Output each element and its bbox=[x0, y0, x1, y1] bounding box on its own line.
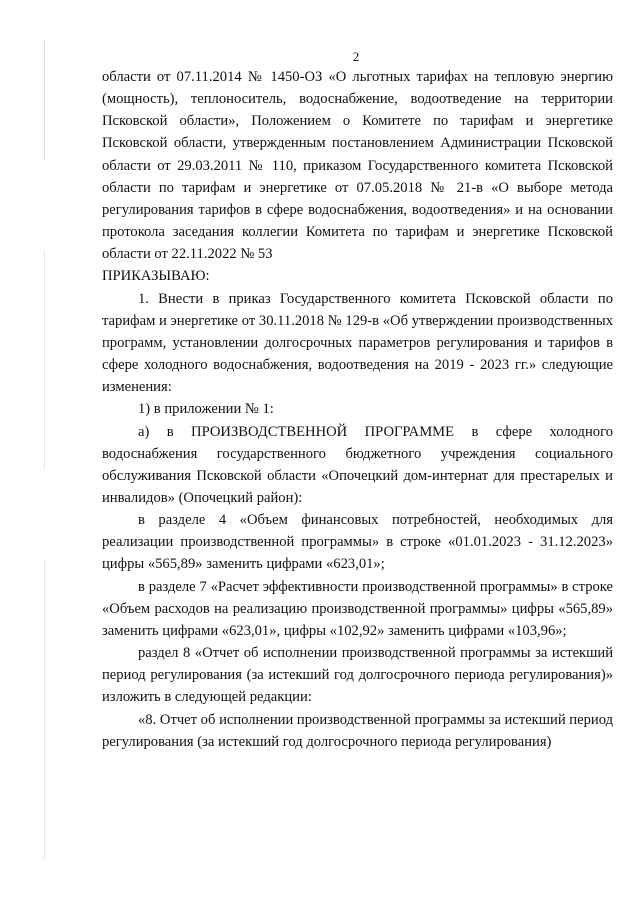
document-body bbox=[102, 66, 613, 753]
paragraph-section-8-title: «8. Отчет об исполнении производственной программы за истекший период регулирования (за истекший год долгосрочного периода регулирования) bbox=[102, 711, 613, 750]
paragraph-section-4: в разделе 4 «Объем финансовых потребностей, необходимых для реализации производственной программы» в строке «01.01.2023 - 31.12.2023» цифры «565,89» заменить цифрами «623,01»; bbox=[102, 512, 613, 573]
paragraph-item-1: 1. Внести в приказ Государственного комитета Псковской области по тарифам и энергетике от 30.11.2018 № 129-в «Об утверждении производственных программ, установлении долгосрочных параметров регулирования и тарифов в сфере холодного водоснабжения, водоотведения на 2019 - 2023 гг.» следующие изменения: bbox=[102, 290, 613, 396]
paragraph-section-7: в разделе 7 «Расчет эффективности производственной программы» в строке «Объем расходов на реализацию производственной программы» цифры «565,89» заменить цифрами «623,01», цифры «102,92» заменить цифрами «103,96»; bbox=[102, 578, 613, 639]
scan-artifact bbox=[44, 250, 45, 470]
paragraph-subitem-1: 1) в приложении № 1: bbox=[138, 401, 274, 418]
page-number: 2 bbox=[352, 49, 360, 64]
order-heading: ПРИКАЗЫВАЮ: bbox=[102, 268, 210, 285]
paragraph-preamble: области от 07.11.2014 № 1450-ОЗ «О льготных тарифах на тепловую энергию (мощность), теплоноситель, водоснабжение, водоотведение на территории Псковской области», Положением о Комитете по тарифам и энергетике Псковской области, утвержденным постановлением Администрации Псковской области от 29.03.2011 № 110, приказом Государственного комитета Псковской области по тарифам и энергетике от 07.05.2018 № 21-в «О выборе метода регулирования тарифов в сфере водоснабжения, водоотведения» и на основании протокола заседания коллегии Комитета по тарифам и энергетике Псковской области от 22.11.2022 № 53 bbox=[102, 69, 613, 263]
paragraph-section-8: раздел 8 «Отчет об исполнении производственной программы за истекший период регулирования (за истекший год долгосрочного периода регулирования)» изложить в следующей редакции: bbox=[102, 645, 613, 706]
paragraph-subitem-a: а) в ПРОИЗВОДСТВЕННОЙ ПРОГРАММЕ в сфере холодного водоснабжения государственного бюджетного учреждения социального обслуживания Псковской области «Опочецкий дом-интернат для престарелых и инвалидов» (Опочецкий район): bbox=[102, 423, 613, 506]
scan-artifact bbox=[44, 560, 45, 860]
